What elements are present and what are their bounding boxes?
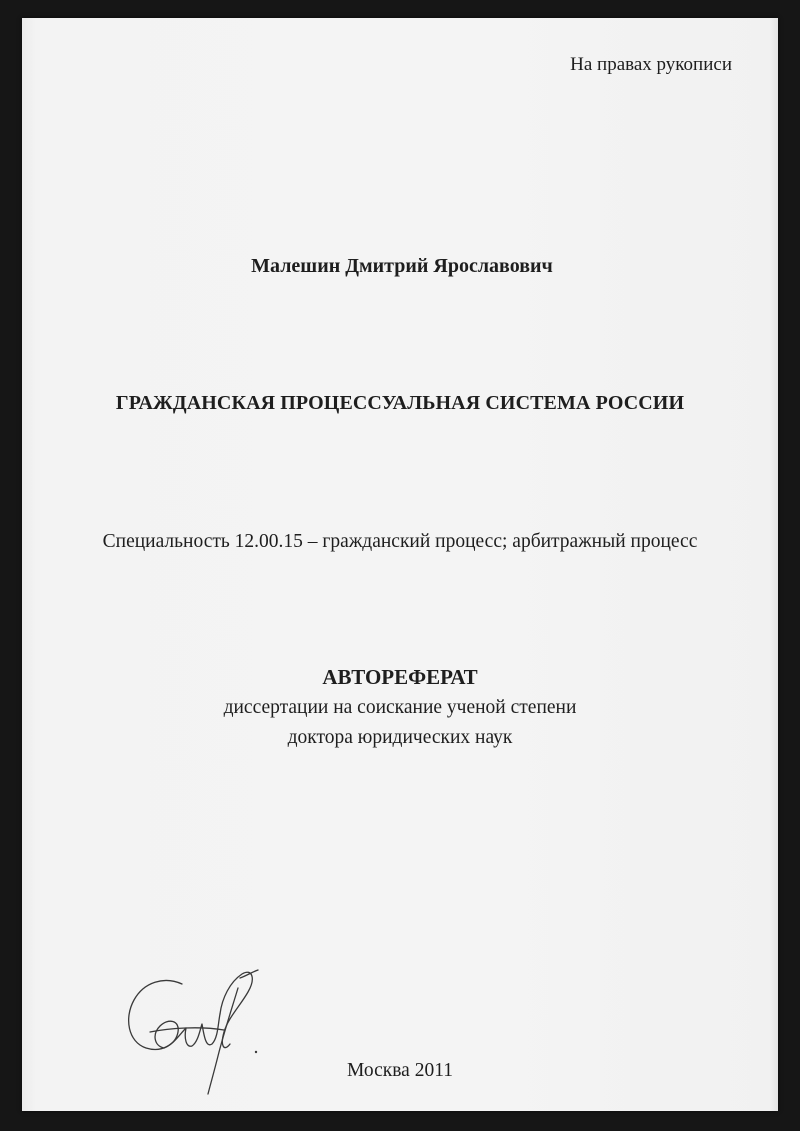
specialty-line: Специальность 12.00.15 – гражданский процесс; арбитражный процесс — [102, 531, 698, 552]
degree-description-line-1: диссертации на соискание ученой степени — [223, 697, 577, 718]
dissertation-title: ГРАЖДАНСКАЯ ПРОЦЕССУАЛЬНАЯ СИСТЕМА РОССИИ — [115, 392, 685, 414]
degree-description-line-2: доктора юридических наук — [287, 727, 513, 748]
city-year: Москва 2011 — [347, 1060, 453, 1081]
document-type: АВТОРЕФЕРАТ — [322, 665, 478, 689]
page-edge-shadow — [770, 18, 778, 1111]
rights-note: На правах рукописи — [570, 54, 732, 75]
document-page — [22, 18, 778, 1111]
author-name: Малешин Дмитрий Ярославович — [251, 255, 553, 277]
